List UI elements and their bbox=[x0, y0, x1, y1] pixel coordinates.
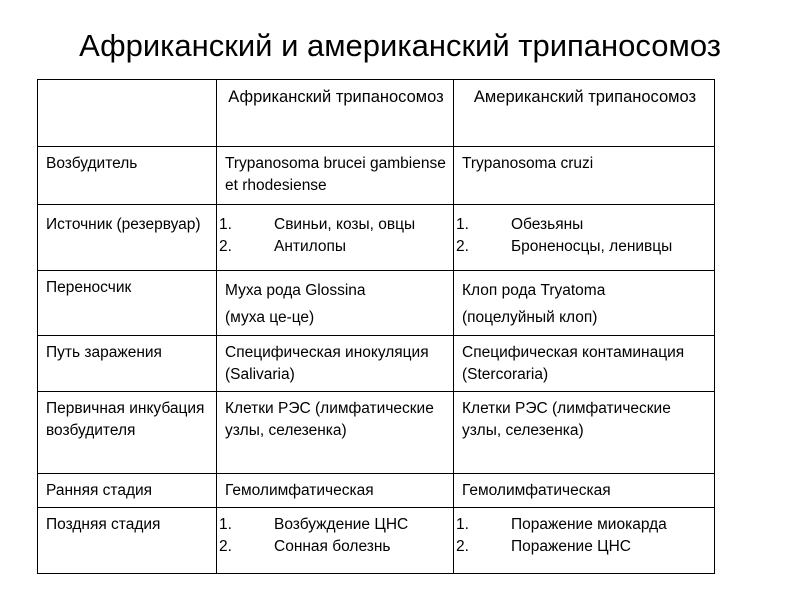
numbered-list bbox=[219, 514, 447, 558]
row-label: Путь заражения bbox=[38, 336, 217, 392]
cell-african bbox=[217, 205, 454, 271]
list-item: 1. Поражение миокарда bbox=[456, 516, 667, 533]
header-row bbox=[38, 80, 715, 147]
cell-american bbox=[454, 508, 715, 574]
header-american: Американский трипаносомоз bbox=[454, 80, 715, 147]
cell-american bbox=[454, 271, 715, 336]
list-item: 1. Возбуждение ЦНС bbox=[219, 516, 409, 533]
cell-american: Гемолимфатическая bbox=[454, 474, 715, 508]
table-row bbox=[38, 392, 715, 474]
cell-african: Trypanosoma brucei gambiense et rhodesiense bbox=[217, 147, 454, 205]
list-item: 2. Антилопы bbox=[219, 238, 347, 255]
list-item: 2. Броненосцы, ленивцы bbox=[456, 238, 673, 255]
table-row bbox=[38, 474, 715, 508]
list-item: 2. Поражение ЦНС bbox=[456, 538, 631, 555]
row-label: Источник (резервуар) bbox=[38, 205, 217, 271]
table-row bbox=[38, 147, 715, 205]
cell-line: Муха рода Glossina bbox=[225, 282, 366, 299]
cell-african: Специфическая инокуляция (Salivaria) bbox=[217, 336, 454, 392]
header-cell-empty bbox=[38, 80, 217, 147]
row-label: Первичная инкубация возбудителя bbox=[38, 392, 217, 474]
table-row bbox=[38, 508, 715, 574]
cell-line: (поцелуйный клоп) bbox=[462, 309, 598, 326]
cell-african bbox=[217, 271, 454, 336]
cell-american: Специфическая контаминация (Stercoraria) bbox=[454, 336, 715, 392]
numbered-list bbox=[456, 514, 708, 558]
row-label: Ранняя стадия bbox=[38, 474, 217, 508]
list-item: 1. Свиньи, козы, овцы bbox=[219, 216, 416, 233]
cell-african: Клетки РЭС (лимфатические узлы, селезенка) bbox=[217, 392, 454, 474]
numbered-list bbox=[219, 214, 447, 258]
comparison-table bbox=[37, 79, 715, 574]
cell-african bbox=[217, 508, 454, 574]
numbered-list bbox=[456, 214, 708, 258]
cell-american: Trypanosoma cruzi bbox=[454, 147, 715, 205]
row-label: Возбудитель bbox=[38, 147, 217, 205]
list-item: 1. Обезьяны bbox=[456, 216, 584, 233]
row-label: Поздняя стадия bbox=[38, 508, 217, 574]
table-row bbox=[38, 205, 715, 271]
header-african: Африканский трипаносомоз bbox=[217, 80, 454, 147]
table-row bbox=[38, 336, 715, 392]
cell-line: (муха це-це) bbox=[225, 309, 315, 326]
cell-line: Клоп рода Tryatoma bbox=[462, 282, 606, 299]
cell-african: Гемолимфатическая bbox=[217, 474, 454, 508]
row-label: Переносчик bbox=[38, 271, 217, 336]
table-row bbox=[38, 271, 715, 336]
list-item: 2. Сонная болезнь bbox=[219, 538, 391, 555]
cell-american bbox=[454, 205, 715, 271]
page-title: Африканский и американский трипаносомоз bbox=[79, 28, 721, 63]
cell-american: Клетки РЭС (лимфатические узлы, селезенка) bbox=[454, 392, 715, 474]
